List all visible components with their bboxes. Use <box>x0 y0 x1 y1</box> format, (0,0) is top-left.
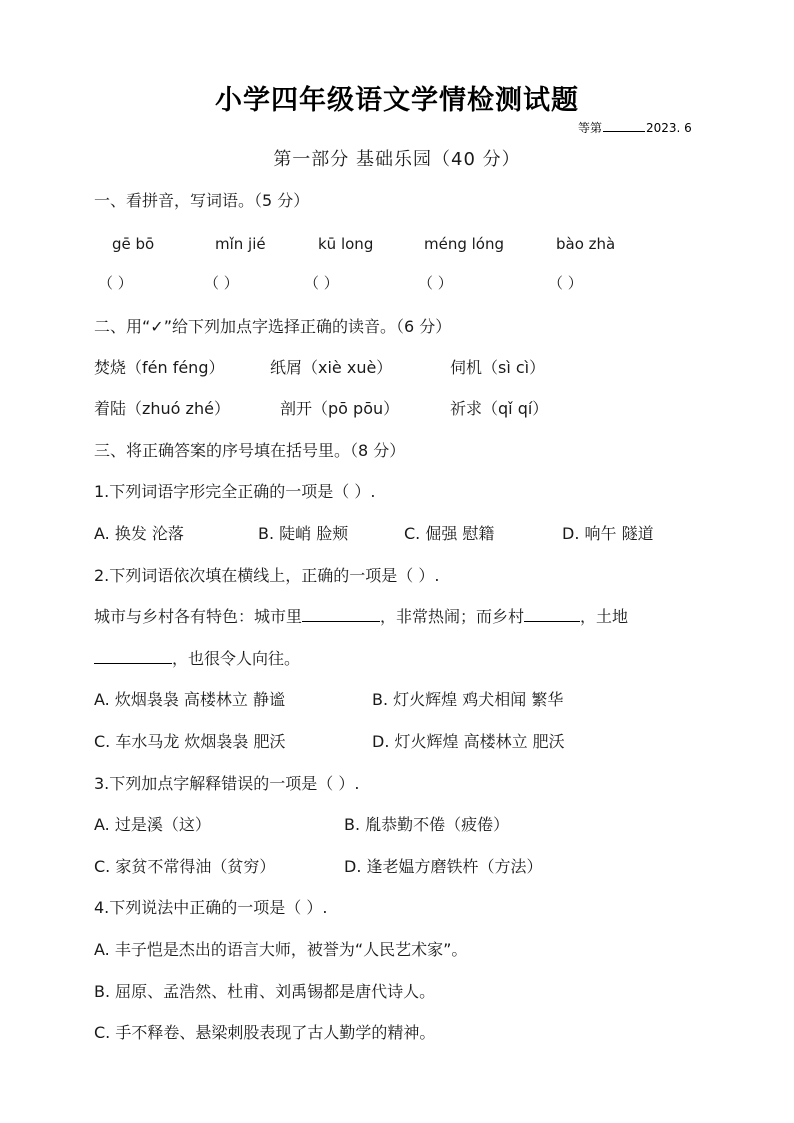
pinyin-3: kū long <box>318 235 374 253</box>
q3-1-option-b[interactable]: B. 陡峭 脸颊 <box>258 524 349 543</box>
q3-heading: 三、将正确答案的序号填在括号里。（8 分） <box>94 441 406 460</box>
q3-4-stem: 4.下列说法中正确的一项是（ ）. <box>94 898 328 917</box>
reading-item-6[interactable]: 祈求（qǐ qí） <box>450 399 549 418</box>
pinyin-1: gē bō <box>112 235 155 253</box>
grade-label: 等第 <box>578 121 603 135</box>
fill-text-c: ，土地 <box>580 607 629 626</box>
section-title: 第一部分 基础乐园（40 分） <box>273 149 521 170</box>
fill-blank-2[interactable] <box>524 607 580 622</box>
q3-1-stem: 1.下列词语字形完全正确的一项是（ ）. <box>94 482 376 501</box>
q1-heading: 一、看拼音，写词语。（5 分） <box>94 191 310 210</box>
q3-1-option-d[interactable]: D. 响午 隧道 <box>562 524 654 543</box>
q3-1-option-a[interactable]: A. 换发 沦落 <box>94 524 184 543</box>
fill-blank-3[interactable] <box>94 649 172 664</box>
pinyin-2: mǐn jié <box>215 235 266 253</box>
q3-2-fill-line-2 <box>94 648 300 670</box>
q2-heading: 二、用“✓”给下列加点字选择正确的读音。（6 分） <box>94 317 452 336</box>
answer-paren-4[interactable]: （ ） <box>418 274 453 292</box>
q3-3-option-b[interactable]: B. 胤恭勤不倦（疲倦） <box>344 815 510 834</box>
q3-2-fill-line-1 <box>94 606 628 628</box>
answer-paren-3[interactable]: （ ） <box>304 274 339 292</box>
grade-date-line <box>578 120 692 136</box>
reading-item-5[interactable]: 剖开（pō pōu） <box>280 399 400 418</box>
q3-3-option-a[interactable]: A. 过是溪（这） <box>94 815 211 834</box>
q3-1-option-c[interactable]: C. 倔强 慰籍 <box>404 524 495 543</box>
q3-3-option-d[interactable]: D. 逢老媪方磨铁杵（方法） <box>344 857 543 876</box>
exam-date: 2023. 6 <box>646 121 692 135</box>
reading-item-4[interactable]: 着陆（zhuó zhé） <box>94 399 230 418</box>
q3-2-option-b[interactable]: B. 灯火辉煌 鸡犬相闻 繁华 <box>372 690 564 709</box>
q3-2-stem: 2.下列词语依次填在横线上，正确的一项是（ ）. <box>94 566 440 585</box>
answer-paren-1[interactable]: （ ） <box>98 274 133 292</box>
fill-text-d: ，也很令人向往。 <box>172 649 301 668</box>
page-title: 小学四年级语文学情检测试题 <box>215 85 579 116</box>
grade-blank[interactable] <box>603 120 645 132</box>
pinyin-4: méng lóng <box>424 235 505 253</box>
pinyin-5: bào zhà <box>556 235 616 253</box>
fill-blank-1[interactable] <box>302 607 380 622</box>
fill-text-b: ，非常热闹；而乡村 <box>380 607 525 626</box>
q3-2-option-d[interactable]: D. 灯火辉煌 高楼林立 肥沃 <box>372 732 565 751</box>
answer-paren-2[interactable]: （ ） <box>204 274 239 292</box>
answer-paren-5[interactable]: （ ） <box>548 274 583 292</box>
q3-3-stem: 3.下列加点字解释错误的一项是（ ）. <box>94 774 360 793</box>
q3-2-option-c[interactable]: C. 车水马龙 炊烟袅袅 肥沃 <box>94 732 286 751</box>
reading-item-3[interactable]: 伺机（sì cì） <box>450 358 546 377</box>
q3-3-option-c[interactable]: C. 家贫不常得油（贫穷） <box>94 857 276 876</box>
reading-item-1[interactable]: 焚烧（fén féng） <box>94 358 225 377</box>
q3-4-option-c[interactable]: C. 手不释卷、悬梁刺股表现了古人勤学的精神。 <box>94 1023 436 1042</box>
q3-4-option-b[interactable]: B. 屈原、孟浩然、杜甫、刘禹锡都是唐代诗人。 <box>94 982 436 1001</box>
reading-item-2[interactable]: 纸屑（xiè xuè） <box>270 358 393 377</box>
q3-4-option-a[interactable]: A. 丰子恺是杰出的语言大师，被誉为“人民艺术家”。 <box>94 940 468 959</box>
q3-2-option-a[interactable]: A. 炊烟袅袅 高楼林立 静谧 <box>94 690 286 709</box>
fill-text-a: 城市与乡村各有特色：城市里 <box>94 607 303 626</box>
